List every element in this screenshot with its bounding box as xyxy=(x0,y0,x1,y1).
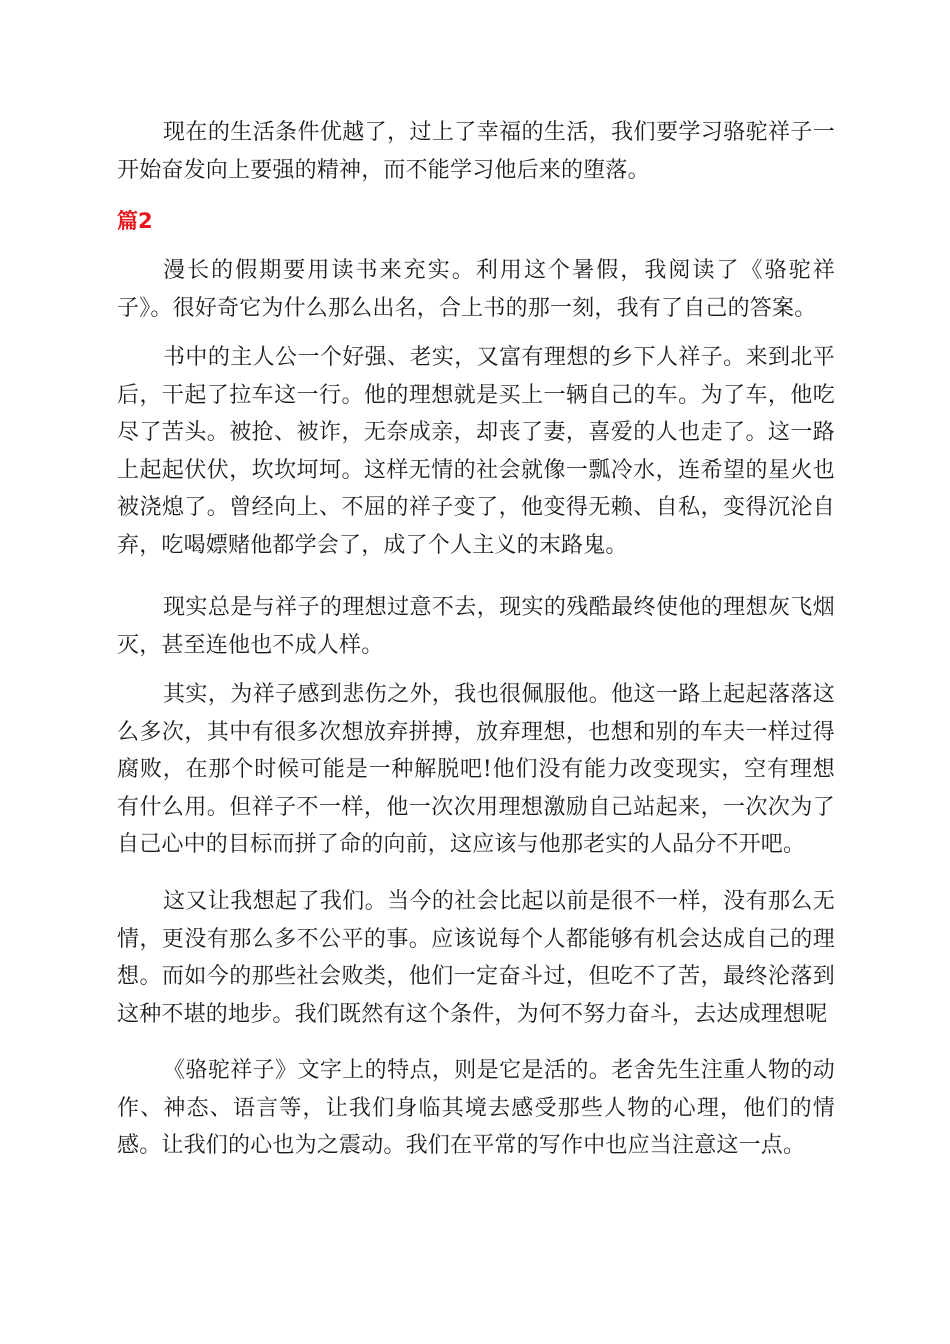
paragraph-6: 《骆驼祥子》文字上的特点，则是它是活的。老舍先生注重人物的动作、神态、语言等，让我们身临其境去感受那些人物的心理，他们的情感。让我们的心也为之震动。我们在平常的写作中也应当注意这一点。 xyxy=(117,1058,835,1158)
section-heading: 篇2 xyxy=(117,209,153,233)
paragraph-1: 漫长的假期要用读书来充实。利用这个暑假，我阅读了《骆驼祥子》。很好奇它为什么那么出名，合上书的那一刻，我有了自己的答案。 xyxy=(117,258,835,321)
paragraph-3: 现实总是与祥子的理想过意不去，现实的残酷最终使他的理想灰飞烟灭，甚至连他也不成人样。 xyxy=(117,595,835,658)
paragraph-5: 这又让我想起了我们。当今的社会比起以前是很不一样，没有那么无情，更没有那么多不公平的事。应该说每个人都能够有机会达成自己的理想。而如今的那些社会败类，他们一定奋斗过，但吃不了苦，最终沦落到这种不堪的地步。我们既然有这个条件，为何不努力奋斗，去达成理想呢 xyxy=(117,889,835,1027)
intro-paragraph: 现在的生活条件优越了，过上了幸福的生活，我们要学习骆驼祥子一开始奋发向上要强的精神，而不能学习他后来的堕落。 xyxy=(117,120,835,183)
paragraph-2: 书中的主人公一个好强、老实，又富有理想的乡下人祥子。来到北平后，干起了拉车这一行。他的理想就是买上一辆自己的车。为了车，他吃尽了苦头。被抢、被诈，无奈成亲，却丧了妻，喜爱的人也走了。这一路上起起伏伏，坎坎坷坷。这样无情的社会就像一瓢冷水，连希望的星火也被浇熄了。曾经向上、不屈的祥子变了，他变得无赖、自私，变得沉沦自弃，吃喝嫖赌他都学会了，成了个人主义的末路鬼。 xyxy=(117,345,835,558)
paragraph-4: 其实，为祥子感到悲伤之外，我也很佩服他。他这一路上起起落落这么多次，其中有很多次想放弃拼搏，放弃理想，也想和别的车夫一样过得腐败，在那个时候可能是一种解脱吧!他们没有能力改变现实，空有理想有什么用。但祥子不一样，他一次次用理想激励自己站起来，一次次为了自己心中的目标而拼了命的向前，这应该与他那老实的人品分不开吧。 xyxy=(117,682,835,857)
